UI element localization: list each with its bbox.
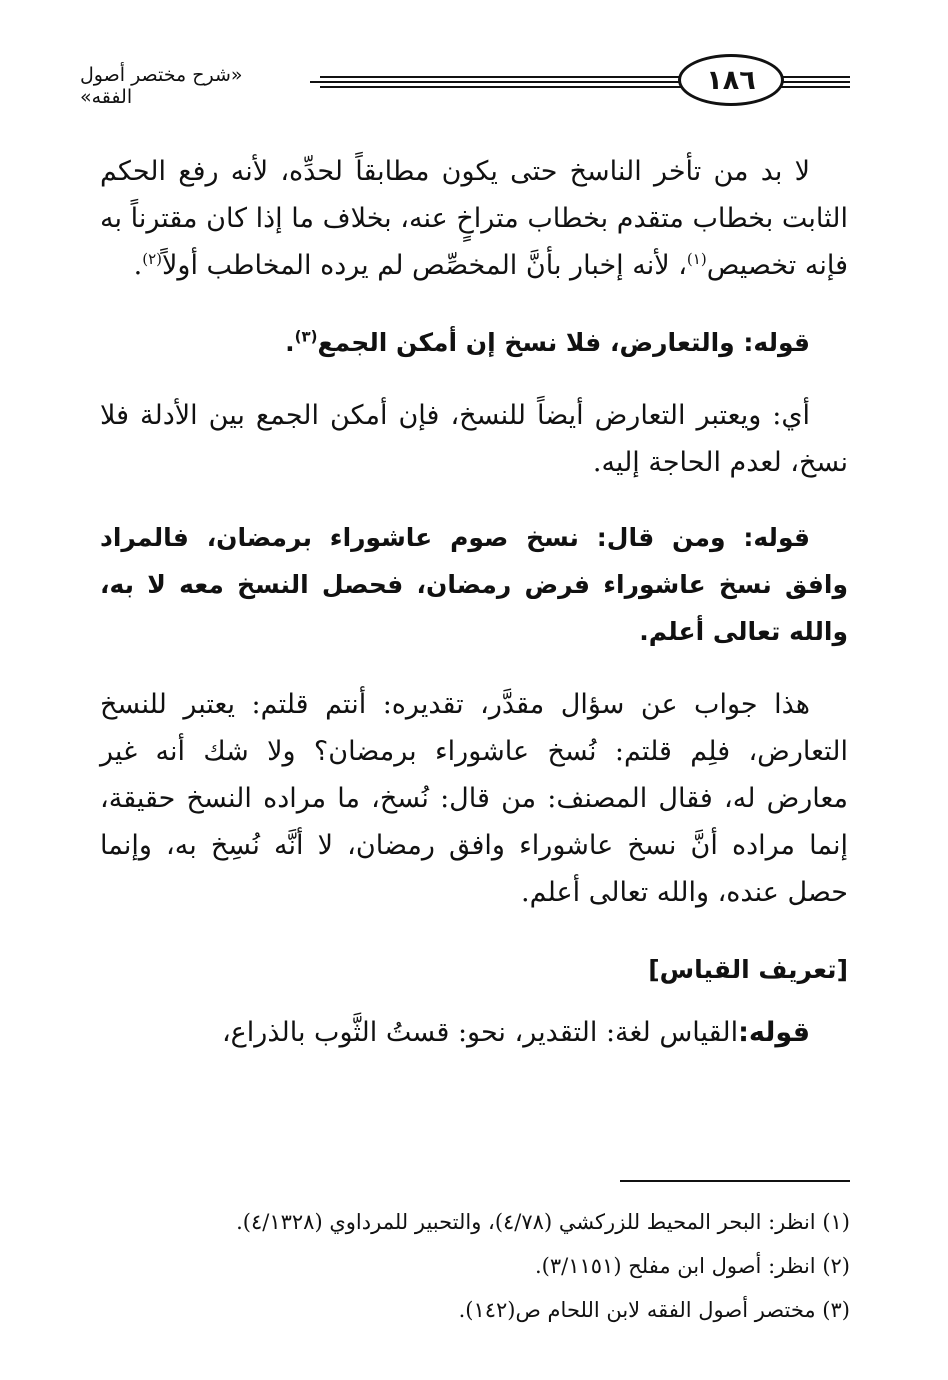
quote-1: قوله: والتعارض، فلا نسخ إن أمكن الجمع$^{(٣)}$. bbox=[285, 327, 810, 357]
running-title: «شرح مختصر أصول الفقه» bbox=[80, 64, 243, 108]
paragraph-4: قوله:القياس لغة: التقدير، نحو: قستُ الثَّوب بالذراع، bbox=[221, 1017, 810, 1048]
quote-keyword: قوله: bbox=[738, 1017, 810, 1048]
main-text bbox=[100, 148, 848, 1056]
page-header bbox=[80, 50, 850, 110]
footnote-2: (٢) انظر: أصول ابن مفلح (٣/١١٥١). bbox=[535, 1254, 850, 1278]
paragraph-3: هذا جواب عن سؤال مقدَّر، تقديره: أنتم قلتم: يعتبر للنسخ التعارض، فلِم قلتم: نُسخ عاشوراء برمضان؟ ولا شك أنه غير معارض له، فقال المصنف: من قال: نُسخ، ما مراده النسخ حقيقة، إنما مراده أنَّ نسخ عاشوراء وافق رمضان، لا أنَّه نُسِخ به، وإنما حصل عنده، والله تعالى أعلم. bbox=[100, 689, 848, 908]
footnote-ref-2[interactable]: (٢) bbox=[142, 250, 163, 268]
page-number: ١٨٦ bbox=[678, 54, 784, 106]
footnote-ref-3[interactable]: (٣) bbox=[294, 327, 318, 346]
paragraph-2: أي: ويعتبر التعارض أيضاً للنسخ، فإن أمكن الجمع بين الأدلة فلا نسخ، لعدم الحاجة إليه. bbox=[100, 400, 848, 478]
footnotes bbox=[100, 1200, 850, 1332]
footnote-1: (١) انظر: البحر المحيط للزركشي (٤/٧٨)، والتحبير للمرداوي (٤/١٣٢٨). bbox=[236, 1210, 850, 1234]
quote-2: قوله: ومن قال: نسخ صوم عاشوراء برمضان، فالمراد وافق نسخ عاشوراء فرض رمضان، فحصل النسخ معه لا به، والله تعالى أعلم. bbox=[100, 523, 848, 646]
footnote-separator bbox=[620, 1180, 850, 1182]
footnote-ref-1[interactable]: (١) bbox=[686, 250, 707, 268]
footnote-3: (٣) مختصر أصول الفقه لابن اللحام ص(١٤٢). bbox=[458, 1298, 850, 1322]
paragraph-1: لا بد من تأخر الناسخ حتى يكون مطابقاً لحدِّه، لأنه رفع الحكم الثابت بخطاب متقدم بخطاب متراخٍ عنه، بخلاف ما إذا كان مقترناً به فإنه تخصيص$^{(١)}$، لأنه إخبار بأنَّ المخصِّص لم يرده المخاطب أولاً$^{(٢)}$. bbox=[100, 156, 848, 281]
section-heading: [تعريف القياس] bbox=[648, 955, 848, 984]
